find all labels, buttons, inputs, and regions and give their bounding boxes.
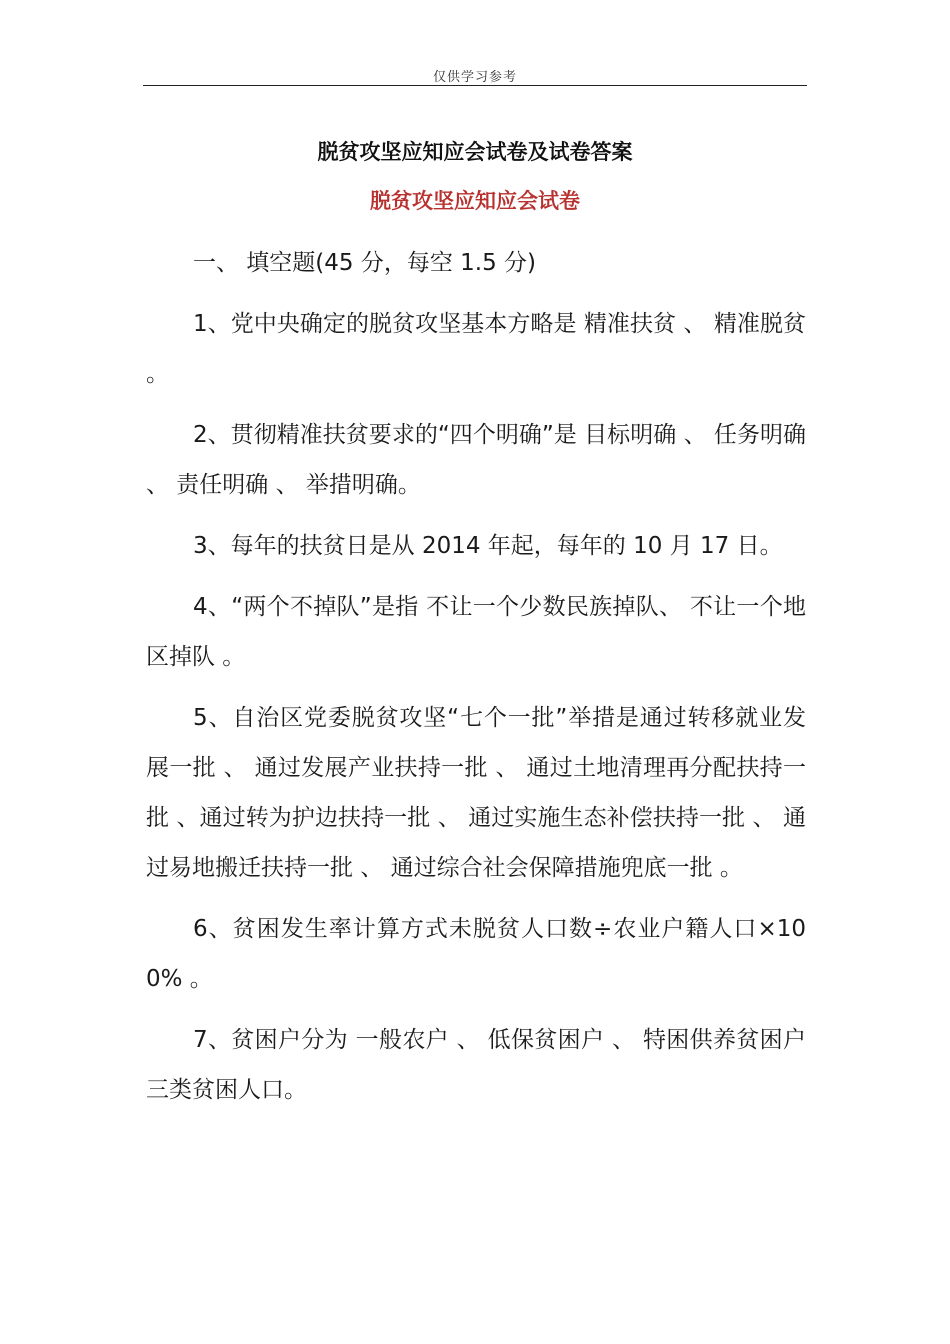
question-4: 4、“两个不掉队”是指 不让一个少数民族掉队、 不让一个地区掉队 。 [146,594,806,670]
section-heading: 一、 填空题(45 分，每空 1.5 分) [193,250,537,276]
document-title: 脱贫攻坚应知应会试卷及试卷答案 [317,139,633,164]
question-7: 7、贫困户分为 一般农户 、 低保贫困户 、 特困供养贫困户 三类贫困人口。 [146,1027,806,1103]
question-5: 5、自治区党委脱贫攻坚“七个一批”举措是通过转移就业发展一批 、 通过发展产业扶持一批 、 通过土地清理再分配扶持一批 、通过转为护边扶持一批 、 通过实施生态补偿扶持一批 、 通过易地搬迁扶持一批 、 通过综合社会保障措施兜底一批 。 [146,705,806,881]
question-2: 2、贯彻精准扶贫要求的“四个明确”是 目标明确 、 任务明确 、 责任明确 、 举措明确。 [146,422,806,498]
question-1: 1、党中央确定的脱贫攻坚基本方略是 精准扶贫 、 精准脱贫 。 [146,311,806,387]
document-body [146,238,806,1126]
question-6: 6、贫困发生率计算方式未脱贫人口数÷农业户籍人口×100% 。 [146,916,806,992]
header-divider [143,85,807,86]
page-header: 仅供学习参考 [432,70,517,85]
document-subtitle: 脱贫攻坚应知应会试卷 [370,189,580,213]
question-3: 3、每年的扶贫日是从 2014 年起，每年的 10 月 17 日。 [193,533,783,559]
